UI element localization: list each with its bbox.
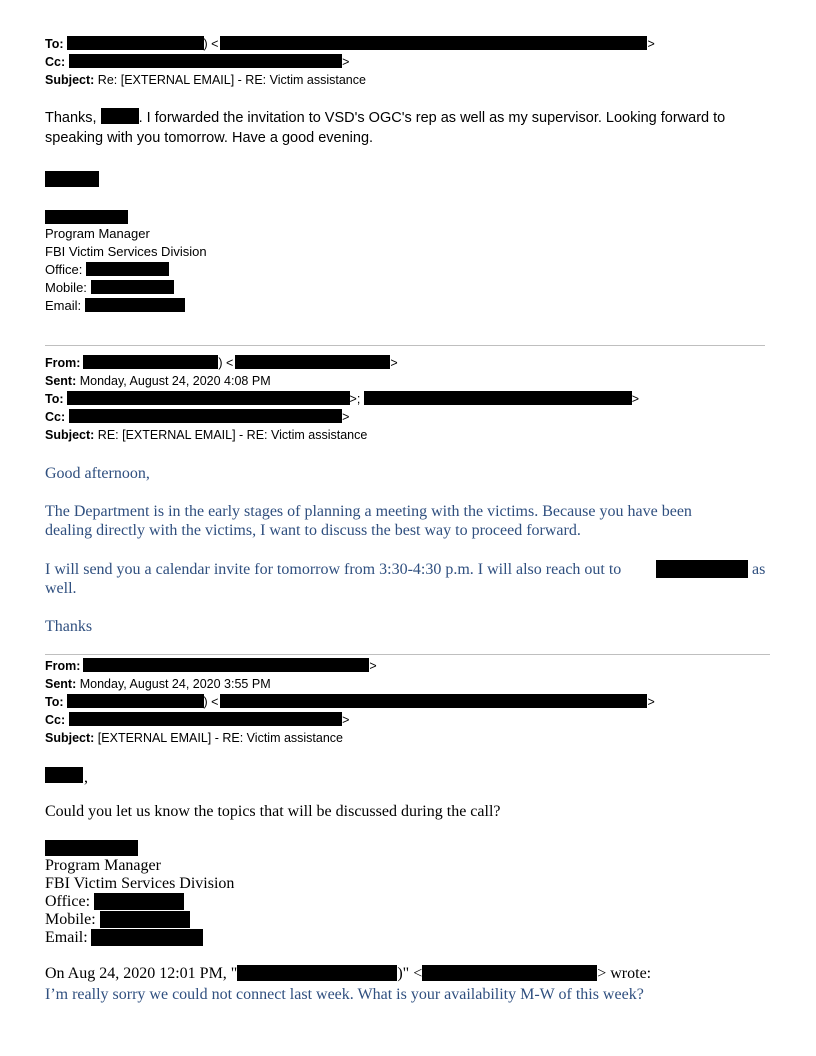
redacted-name <box>67 694 204 708</box>
redacted-name <box>67 36 204 50</box>
subject-label: Subject: <box>45 428 95 442</box>
email2-para2-as: as <box>752 561 766 578</box>
quote-attribution <box>45 965 651 983</box>
redacted-address <box>235 355 390 369</box>
punct: > <box>631 392 640 406</box>
email3-subject-line <box>45 729 343 747</box>
subject-text: Re: [EXTERNAL EMAIL] - RE: Victim assistance <box>97 73 366 87</box>
quote-text: I’m really sorry we could not connect last week. What is your availability M-W of this week? <box>45 986 644 1003</box>
email3-cc-line <box>45 711 349 729</box>
email2-from-line <box>45 354 398 372</box>
redacted-address <box>69 409 342 423</box>
to-label: To: <box>45 392 64 406</box>
redacted-address <box>220 36 647 50</box>
punct: > <box>390 356 398 370</box>
email3-sig-org: FBI Victim Services Division <box>45 875 235 892</box>
redacted-phone <box>100 911 190 928</box>
punct: > <box>647 695 655 709</box>
email3-question: Could you let us know the topics that will be discussed during the call? <box>45 803 501 820</box>
email2-closing: Thanks <box>45 618 93 635</box>
redacted-sender-name <box>45 210 128 224</box>
redacted-address <box>83 658 369 672</box>
sent-date: Monday, August 24, 2020 4:08 PM <box>79 374 271 388</box>
redacted-address <box>69 712 342 726</box>
cc-label: Cc: <box>45 55 66 69</box>
redacted-signoff <box>45 171 99 187</box>
redacted-phone <box>86 262 169 276</box>
redacted-email <box>91 929 203 946</box>
email3-sig-mobile <box>45 911 96 929</box>
redacted-sender-name <box>45 840 138 856</box>
subject-text: RE: [EXTERNAL EMAIL] - RE: Victim assistance <box>97 428 368 442</box>
email3-sig-email <box>45 929 88 947</box>
attribution-text: )" < <box>397 965 423 982</box>
email1-subject-line <box>45 71 366 89</box>
redacted-address <box>364 391 632 405</box>
body-text: . I forwarded the invitation to VSD's OGC's rep as well as my supervisor. Looking forward to <box>138 110 726 126</box>
redacted-name <box>45 767 83 783</box>
label: Office: <box>45 893 91 910</box>
label: Email: <box>45 298 82 313</box>
attribution-text: > wrote: <box>597 965 652 982</box>
email2-cc-line <box>45 408 349 426</box>
from-label: From: <box>45 659 81 673</box>
label: Email: <box>45 929 88 946</box>
email2-para1-line2: dealing directly with the victims, I want to discuss the best way to proceed forward. <box>45 522 581 539</box>
sent-label: Sent: <box>45 677 77 691</box>
redacted-email <box>85 298 185 312</box>
redacted-phone <box>94 893 184 910</box>
email2-to-line <box>45 390 639 408</box>
redacted-name <box>101 108 139 124</box>
to-label: To: <box>45 37 64 51</box>
punct: > <box>647 37 655 51</box>
email1-sig-title: Program Manager <box>45 226 150 241</box>
email1-sig-org: FBI Victim Services Division <box>45 244 207 259</box>
email2-para1-line1: The Department is in the early stages of planning a meeting with the victims. Because you have been <box>45 503 692 520</box>
label: Mobile: <box>45 911 96 928</box>
email2-subject-line <box>45 426 367 444</box>
email2-greeting: Good afternoon, <box>45 465 150 482</box>
subject-label: Subject: <box>45 73 95 87</box>
redacted-address <box>422 965 597 981</box>
attribution-text: On Aug 24, 2020 12:01 PM, " <box>45 965 238 982</box>
redacted-name <box>656 560 748 578</box>
body-text: I will send you a calendar invite for tomorrow from 3:30-4:30 p.m. I will also reach out to <box>45 561 622 578</box>
email1-body-line1 <box>45 108 725 128</box>
punct: > <box>369 659 377 673</box>
punct: ) < <box>203 37 219 51</box>
punct: > <box>342 55 350 69</box>
body-text: speaking with you tomorrow. Have a good evening. <box>45 130 374 146</box>
email1-sig-email <box>45 297 185 315</box>
body-text: Thanks, <box>45 110 97 126</box>
from-label: From: <box>45 356 81 370</box>
cc-label: Cc: <box>45 410 66 424</box>
redacted-address <box>220 694 647 708</box>
email1-to-line <box>45 35 655 53</box>
cc-label: Cc: <box>45 713 66 727</box>
label: Mobile: <box>45 280 87 295</box>
redacted-address <box>69 54 342 68</box>
email1-sig-mobile <box>45 279 174 297</box>
salutation-comma: , <box>84 769 88 786</box>
punct: ) < <box>218 356 234 370</box>
redacted-name <box>83 355 218 369</box>
email3-from-line <box>45 657 377 675</box>
divider <box>45 345 765 346</box>
redacted-address <box>67 391 350 405</box>
label: Office: <box>45 262 83 277</box>
email1-sig-office <box>45 261 169 279</box>
punct: >; <box>349 392 361 406</box>
email1-body-line2 <box>45 128 373 148</box>
redacted-name <box>237 965 397 981</box>
subject-label: Subject: <box>45 731 95 745</box>
email2-sent-line <box>45 372 271 390</box>
email2-para2-line2: well. <box>45 580 77 597</box>
email3-sig-office <box>45 893 90 911</box>
divider <box>45 654 770 655</box>
email3-sig-title: Program Manager <box>45 857 161 874</box>
punct: > <box>342 410 350 424</box>
email1-cc-line <box>45 53 349 71</box>
redacted-phone <box>91 280 174 294</box>
to-label: To: <box>45 695 64 709</box>
subject-text: [EXTERNAL EMAIL] - RE: Victim assistance <box>97 731 344 745</box>
email3-to-line <box>45 693 655 711</box>
sent-date: Monday, August 24, 2020 3:55 PM <box>79 677 271 691</box>
punct: > <box>342 713 350 727</box>
punct: ) < <box>203 695 219 709</box>
email3-sent-line <box>45 675 271 693</box>
sent-label: Sent: <box>45 374 77 388</box>
email2-para2-line1 <box>45 560 621 580</box>
